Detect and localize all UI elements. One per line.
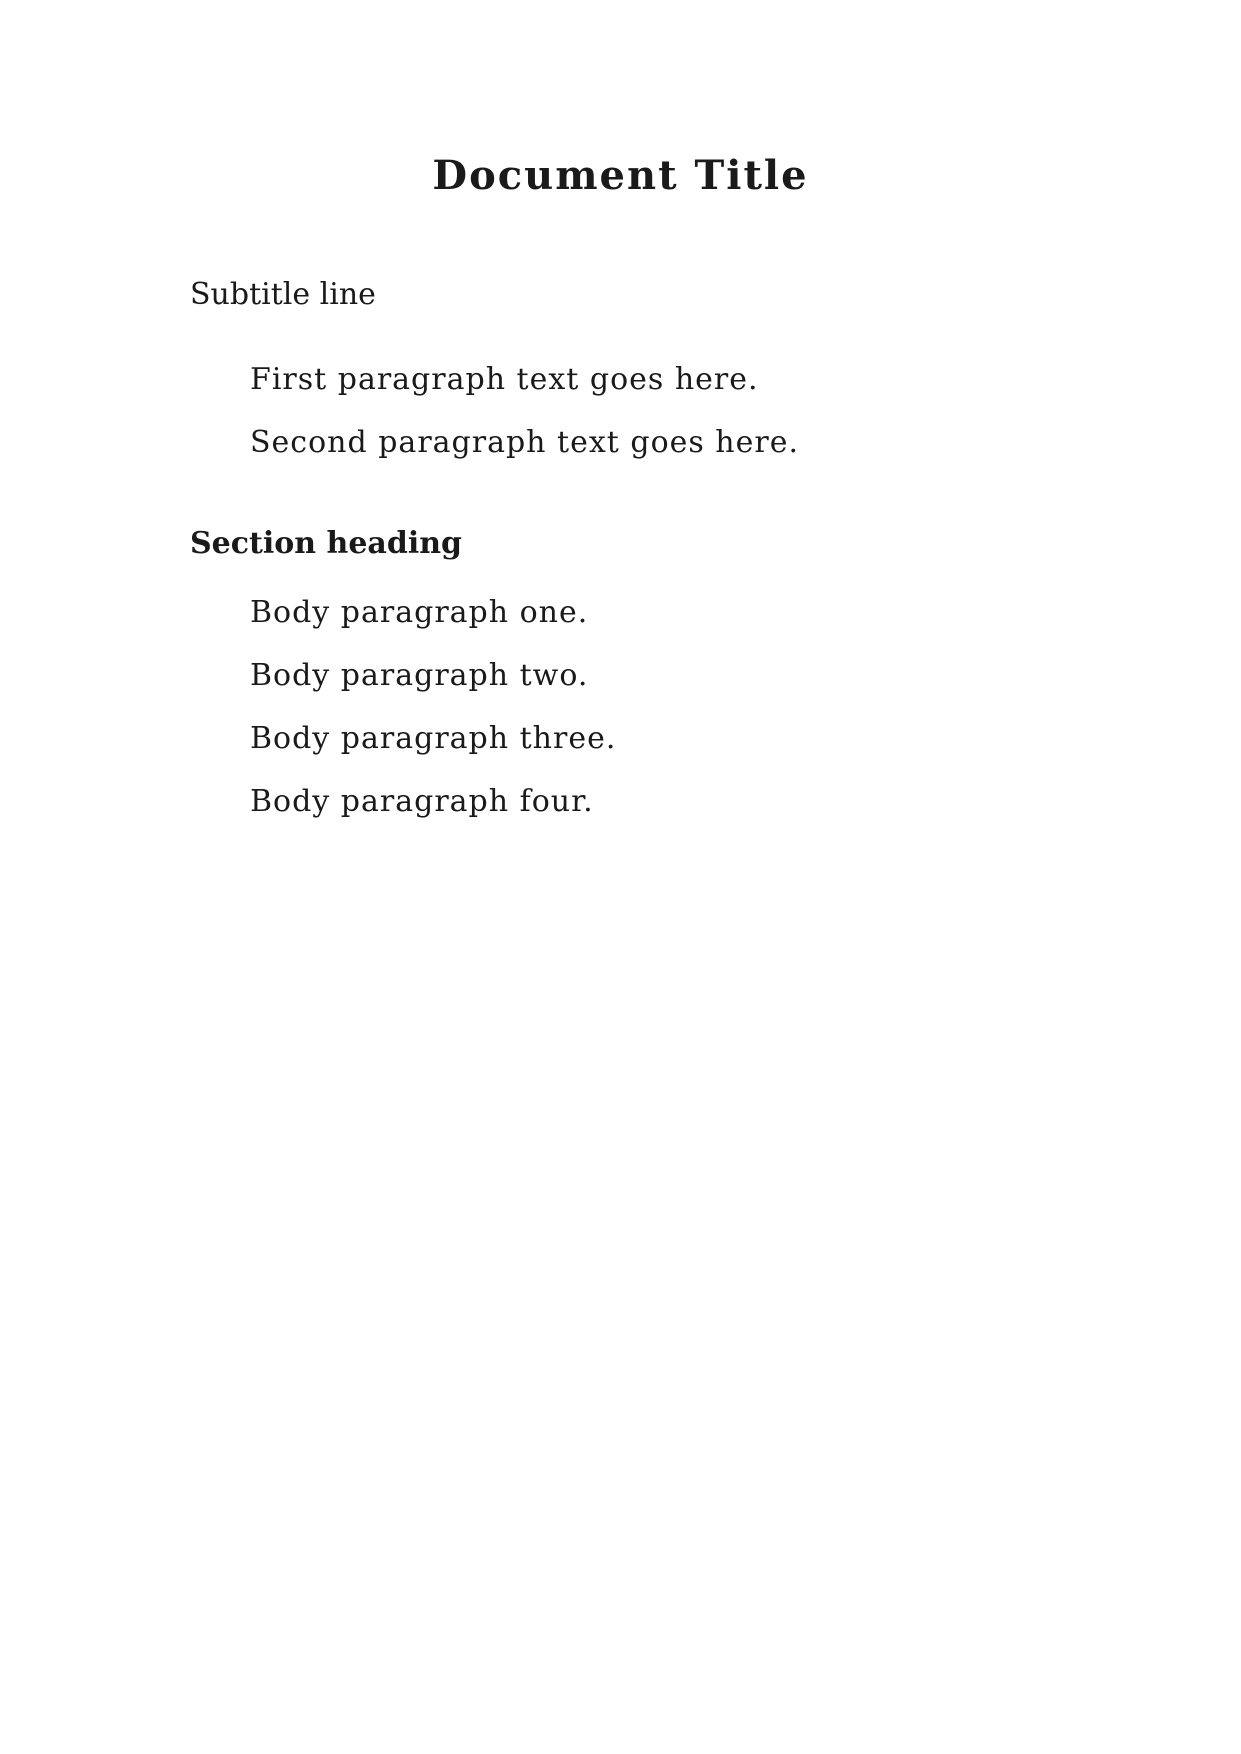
body-paragraph: Body paragraph two. [250,658,589,693]
body-paragraph: Body paragraph one. [250,595,589,630]
intro-paragraph: First paragraph text goes here. [250,362,759,397]
body-section [190,584,1051,830]
body-paragraph: Body paragraph three. [250,721,617,756]
intro-section [190,351,1051,471]
section-heading: Section heading [190,526,463,561]
document-title: Document Title [432,152,809,199]
intro-paragraph: Second paragraph text goes here. [250,425,800,460]
body-paragraph: Body paragraph four. [250,784,594,819]
document-subtitle: Subtitle line [190,277,376,312]
